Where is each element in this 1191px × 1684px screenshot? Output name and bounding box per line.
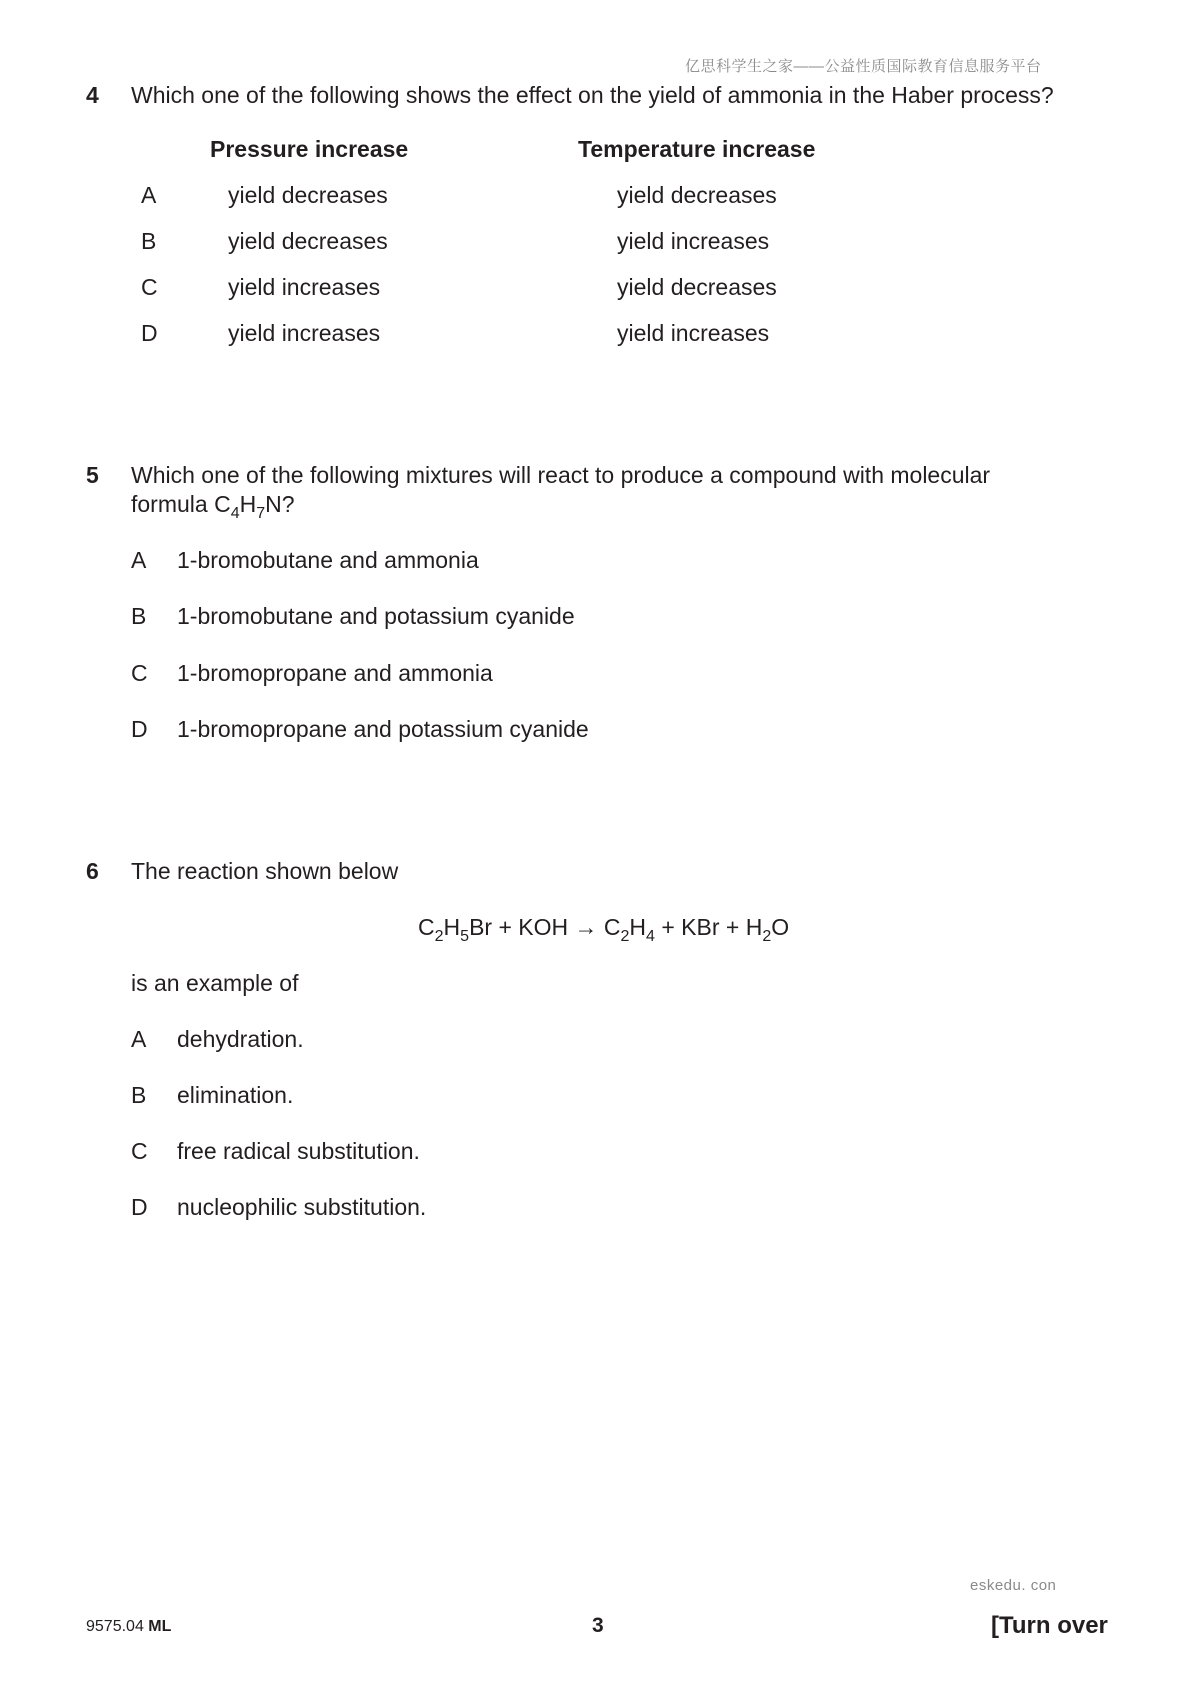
- q5-option-text: 1-bromopropane and ammonia: [177, 660, 493, 686]
- q5-option-text: 1-bromopropane and potassium cyanide: [177, 716, 589, 742]
- q4-row-letter: A: [141, 182, 157, 208]
- q4-row-pressure: yield increases: [228, 274, 381, 300]
- watermark-top: 亿思科学生之家——公益性质国际教育信息服务平台: [685, 58, 1042, 75]
- question-5-number: 5: [86, 462, 99, 488]
- q4-row-letter: B: [141, 228, 157, 254]
- q4-row-temperature: yield decreases: [617, 182, 777, 208]
- question-5-line2: formula $C_4H_7N$?: [131, 491, 295, 522]
- q6-option-letter: D: [131, 1194, 148, 1220]
- q4-row-temperature: yield increases: [617, 320, 770, 346]
- q6-option-letter: C: [131, 1138, 148, 1164]
- question-4-text: Which one of the following shows the effect on the yield of ammonia in the Haber process?: [131, 82, 1054, 108]
- q6-option-text: elimination.: [177, 1082, 294, 1108]
- q4-row-temperature: yield increases: [617, 228, 770, 254]
- q4-row-pressure: yield decreases: [228, 228, 388, 254]
- pressure-header: Pressure increase: [210, 136, 409, 162]
- q4-row-pressure: yield increases: [228, 320, 381, 346]
- q5-option-text: 1-bromobutane and ammonia: [177, 547, 479, 573]
- reaction-equation: $C_2H_5Br$ + KOH → $C_2H_4$ + KBr + $H_2O$: [418, 914, 790, 945]
- q4-row-letter: C: [141, 274, 158, 300]
- q5-option-letter: A: [131, 547, 147, 573]
- q6-option-letter: B: [131, 1082, 147, 1108]
- q4-row-pressure: yield decreases: [228, 182, 388, 208]
- footer-site-watermark: eskedu. con: [970, 1577, 1057, 1594]
- q5-option-letter: D: [131, 716, 148, 742]
- q6-option-text: nucleophilic substitution.: [177, 1194, 427, 1220]
- q6-option-text: dehydration.: [177, 1026, 304, 1052]
- q5-option-letter: B: [131, 603, 147, 629]
- paper-code: 9575.04 ML: [86, 1618, 172, 1635]
- question-4-number: 4: [86, 82, 99, 108]
- q4-row-temperature: yield decreases: [617, 274, 777, 300]
- q6-option-text: free radical substitution.: [177, 1138, 420, 1164]
- question-6-intro: The reaction shown below: [131, 858, 399, 884]
- turn-over-label: [Turn over: [991, 1612, 1108, 1639]
- q6-option-letter: A: [131, 1026, 147, 1052]
- question-6-number: 6: [86, 858, 99, 884]
- q4-row-letter: D: [141, 320, 158, 346]
- q5-option-letter: C: [131, 660, 148, 686]
- page-number: 3: [592, 1614, 604, 1637]
- q5-option-text: 1-bromobutane and potassium cyanide: [177, 603, 575, 629]
- temperature-header: Temperature increase: [578, 136, 816, 162]
- question-5-line1: Which one of the following mixtures will react to produce a compound with molecular: [131, 462, 991, 488]
- question-6-tail: is an example of: [131, 970, 299, 996]
